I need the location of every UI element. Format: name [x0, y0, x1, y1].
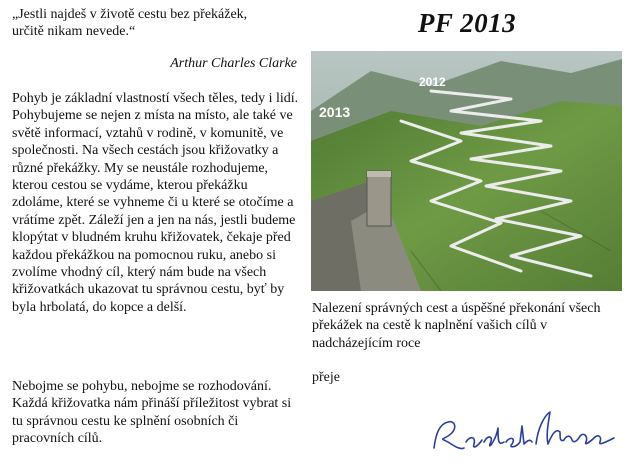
quote: [12, 6, 300, 40]
body-paragraph-1: Pohyb je základní vlastností všech těles, tedy i lidí. Pohybujeme se nejen z místa na místo, ale také ve světě informací, vztahů v rodině, v komunitě, ve společnosti. Na všech cestách jsou křižovatky a různé překážky. My se neustále rozhodujeme, kterou cestou se vydáme, kterou překážku zdoláme, které se vyhneme či u které se otočíme a vrátíme zpět. Záleží jen a jen na nás, jestli budeme klopýtat v bludném kruhu křižovatek, čekaje před každou překážkou na pomocnou ruku, anebo si zvolíme vhodný cíl, který nám bude na všech křižovatkách ukazovat tu správnou cestu, byť by byla hrbolatá, do kopce a delší.: [12, 91, 299, 315]
signature: [426, 398, 626, 462]
photo-label-2012: 2012: [419, 75, 446, 89]
from-text: přeje: [312, 370, 340, 385]
quote-author: Arthur Charles Clarke: [170, 56, 297, 71]
quote-line-1: „Jestli najdeš v životě cestu bez překážek,: [12, 7, 248, 22]
photo-label-2013: 2013: [319, 104, 351, 120]
pf-title: PF 2013: [417, 8, 517, 38]
body-paragraph-2: Nebojme se pohybu, nebojme se rozhodování. Každá křižovatka nám přináší příležitost vybrat si tu správnou cestu ke splnění osobních či pracovních cílů.: [12, 379, 292, 447]
quote-line-2: určitě nikam nevede.“: [12, 24, 136, 39]
mountain-road-photo: [311, 51, 622, 291]
signature-text: Radek Mara: [426, 398, 431, 399]
wish-text: Nalezení správných cest a úspěšné překonání všech překážek na cestě k naplnění vašich cílů v nadcházejícím roce: [312, 301, 601, 351]
